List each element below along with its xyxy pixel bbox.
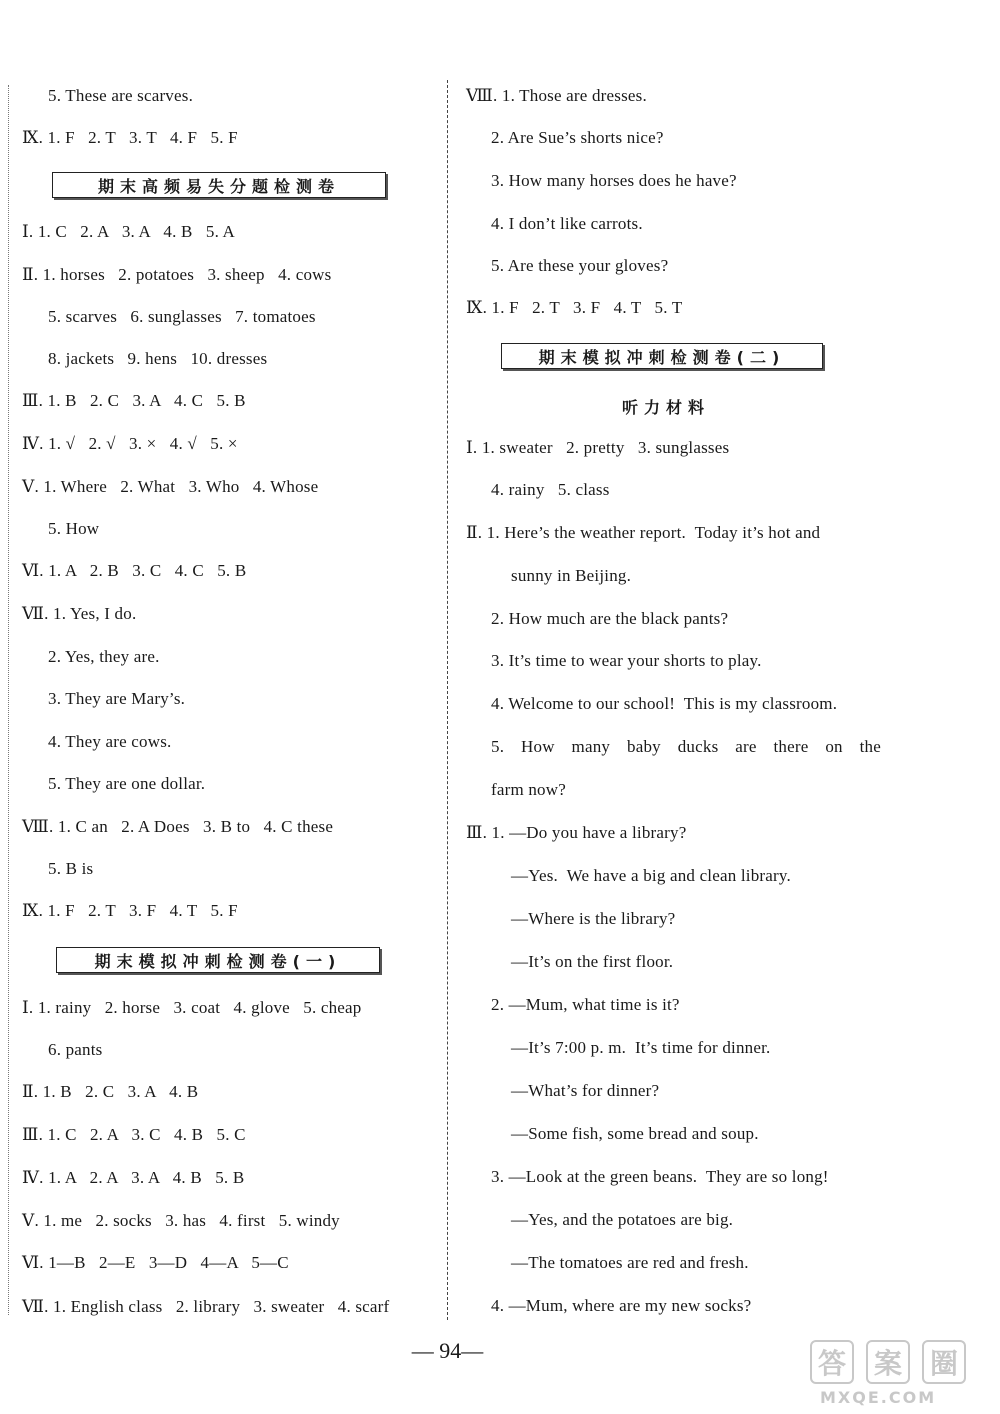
answer-line: 6. pants <box>48 1040 103 1059</box>
section-subtitle: 听力材料 <box>622 398 711 417</box>
answer-line: 5. B is <box>48 859 94 878</box>
answer-line: —It’s 7:00 p. m. It’s time for dinner. <box>511 1038 771 1057</box>
watermark-url: MXQE.COM <box>820 1388 937 1407</box>
answer-line: Ⅲ. 1. C 2. A 3. C 4. B 5. C <box>22 1125 246 1144</box>
answer-line: 4. —Mum, where are my new socks? <box>491 1296 752 1315</box>
answer-line: Ⅴ. 1. me 2. socks 3. has 4. first 5. windy <box>22 1211 340 1230</box>
answer-line: 5. How <box>48 519 100 538</box>
answer-line: Ⅸ. 1. F 2. T 3. T 4. F 5. F <box>22 128 238 147</box>
answer-line: 4. rainy 5. class <box>491 480 610 499</box>
answer-line: Ⅲ. 1. —Do you have a library? <box>466 823 687 842</box>
answer-line: 2. —Mum, what time is it? <box>491 995 680 1014</box>
answer-line: 4. They are cows. <box>48 732 172 751</box>
answer-line: 5. Are these your gloves? <box>491 256 669 275</box>
answer-line: 2. Are Sue’s shorts nice? <box>491 128 664 147</box>
left-margin-rule <box>8 85 9 1315</box>
answer-line: Ⅴ. 1. Where 2. What 3. Who 4. Whose <box>22 477 319 496</box>
answer-line: Ⅰ. 1. C 2. A 3. A 4. B 5. A <box>22 222 236 241</box>
answer-line: Ⅸ. 1. F 2. T 3. F 4. T 5. F <box>22 901 238 920</box>
answer-line: 5. scarves 6. sunglasses 7. tomatoes <box>48 307 316 326</box>
section-header: 期末模拟冲刺检测卷(一) <box>56 947 380 973</box>
watermark-char: 案 <box>866 1340 910 1384</box>
answer-line: Ⅰ. 1. rainy 2. horse 3. coat 4. glove 5. cheap <box>22 998 362 1017</box>
answer-line: Ⅷ. 1. C an 2. A Does 3. B to 4. C these <box>22 817 334 836</box>
answer-line: Ⅳ. 1. A 2. A 3. A 4. B 5. B <box>22 1168 245 1187</box>
watermark-char: 圈 <box>922 1340 966 1384</box>
answer-line: Ⅶ. 1. English class 2. library 3. sweater 4. scarf <box>22 1297 390 1316</box>
answer-line: —What’s for dinner? <box>511 1081 660 1100</box>
answer-line: 3. —Look at the green beans. They are so long! <box>491 1167 829 1186</box>
answer-line: Ⅱ. 1. Here’s the weather report. Today it’s hot and <box>466 523 821 542</box>
answer-line: —It’s on the first floor. <box>511 952 674 971</box>
column-divider <box>447 80 448 1320</box>
answer-line: 2. Yes, they are. <box>48 647 160 666</box>
answer-line: Ⅶ. 1. Yes, I do. <box>22 604 137 623</box>
answer-line: —Yes. We have a big and clean library. <box>511 866 791 885</box>
answer-line: farm now? <box>491 780 566 799</box>
answer-line: Ⅲ. 1. B 2. C 3. A 4. C 5. B <box>22 391 246 410</box>
watermark-logo <box>810 1340 990 1408</box>
answer-line: 3. How many horses does he have? <box>491 171 737 190</box>
answer-line: 3. It’s time to wear your shorts to play. <box>491 651 762 670</box>
answer-line: Ⅳ. 1. √ 2. √ 3. × 4. √ 5. × <box>22 434 238 453</box>
answer-line: Ⅸ. 1. F 2. T 3. F 4. T 5. T <box>466 298 683 317</box>
section-header: 期末模拟冲刺检测卷(二) <box>501 343 823 369</box>
answer-line: Ⅷ. 1. Those are dresses. <box>466 86 647 105</box>
answer-line: Ⅰ. 1. sweater 2. pretty 3. sunglasses <box>466 438 730 457</box>
answer-line: Ⅱ. 1. horses 2. potatoes 3. sheep 4. cows <box>22 265 332 284</box>
answer-line: 8. jackets 9. hens 10. dresses <box>48 349 268 368</box>
answer-line: 5. These are scarves. <box>48 86 194 105</box>
answer-line: 4. I don’t like carrots. <box>491 214 643 233</box>
page-number: — 94— <box>411 1338 484 1363</box>
answer-line: Ⅵ. 1—B 2—E 3—D 4—A 5—C <box>22 1253 289 1272</box>
answer-line: 2. How much are the black pants? <box>491 609 729 628</box>
watermark-char: 答 <box>810 1340 854 1384</box>
answer-line: —Some fish, some bread and soup. <box>511 1124 759 1143</box>
answer-line: —Yes, and the potatoes are big. <box>511 1210 734 1229</box>
answer-line: 5. They are one dollar. <box>48 774 206 793</box>
answer-line: Ⅱ. 1. B 2. C 3. A 4. B <box>22 1082 199 1101</box>
answer-line: sunny in Beijing. <box>511 566 632 585</box>
answer-line: 5. How many baby ducks are there on the <box>491 737 881 756</box>
section-header: 期末高频易失分题检测卷 <box>52 172 386 198</box>
answer-line: —The tomatoes are red and fresh. <box>511 1253 749 1272</box>
answer-line: —Where is the library? <box>511 909 676 928</box>
answer-line: Ⅵ. 1. A 2. B 3. C 4. C 5. B <box>22 561 247 580</box>
answer-line: 3. They are Mary’s. <box>48 689 186 708</box>
answer-line: 4. Welcome to our school! This is my classroom. <box>491 694 838 713</box>
